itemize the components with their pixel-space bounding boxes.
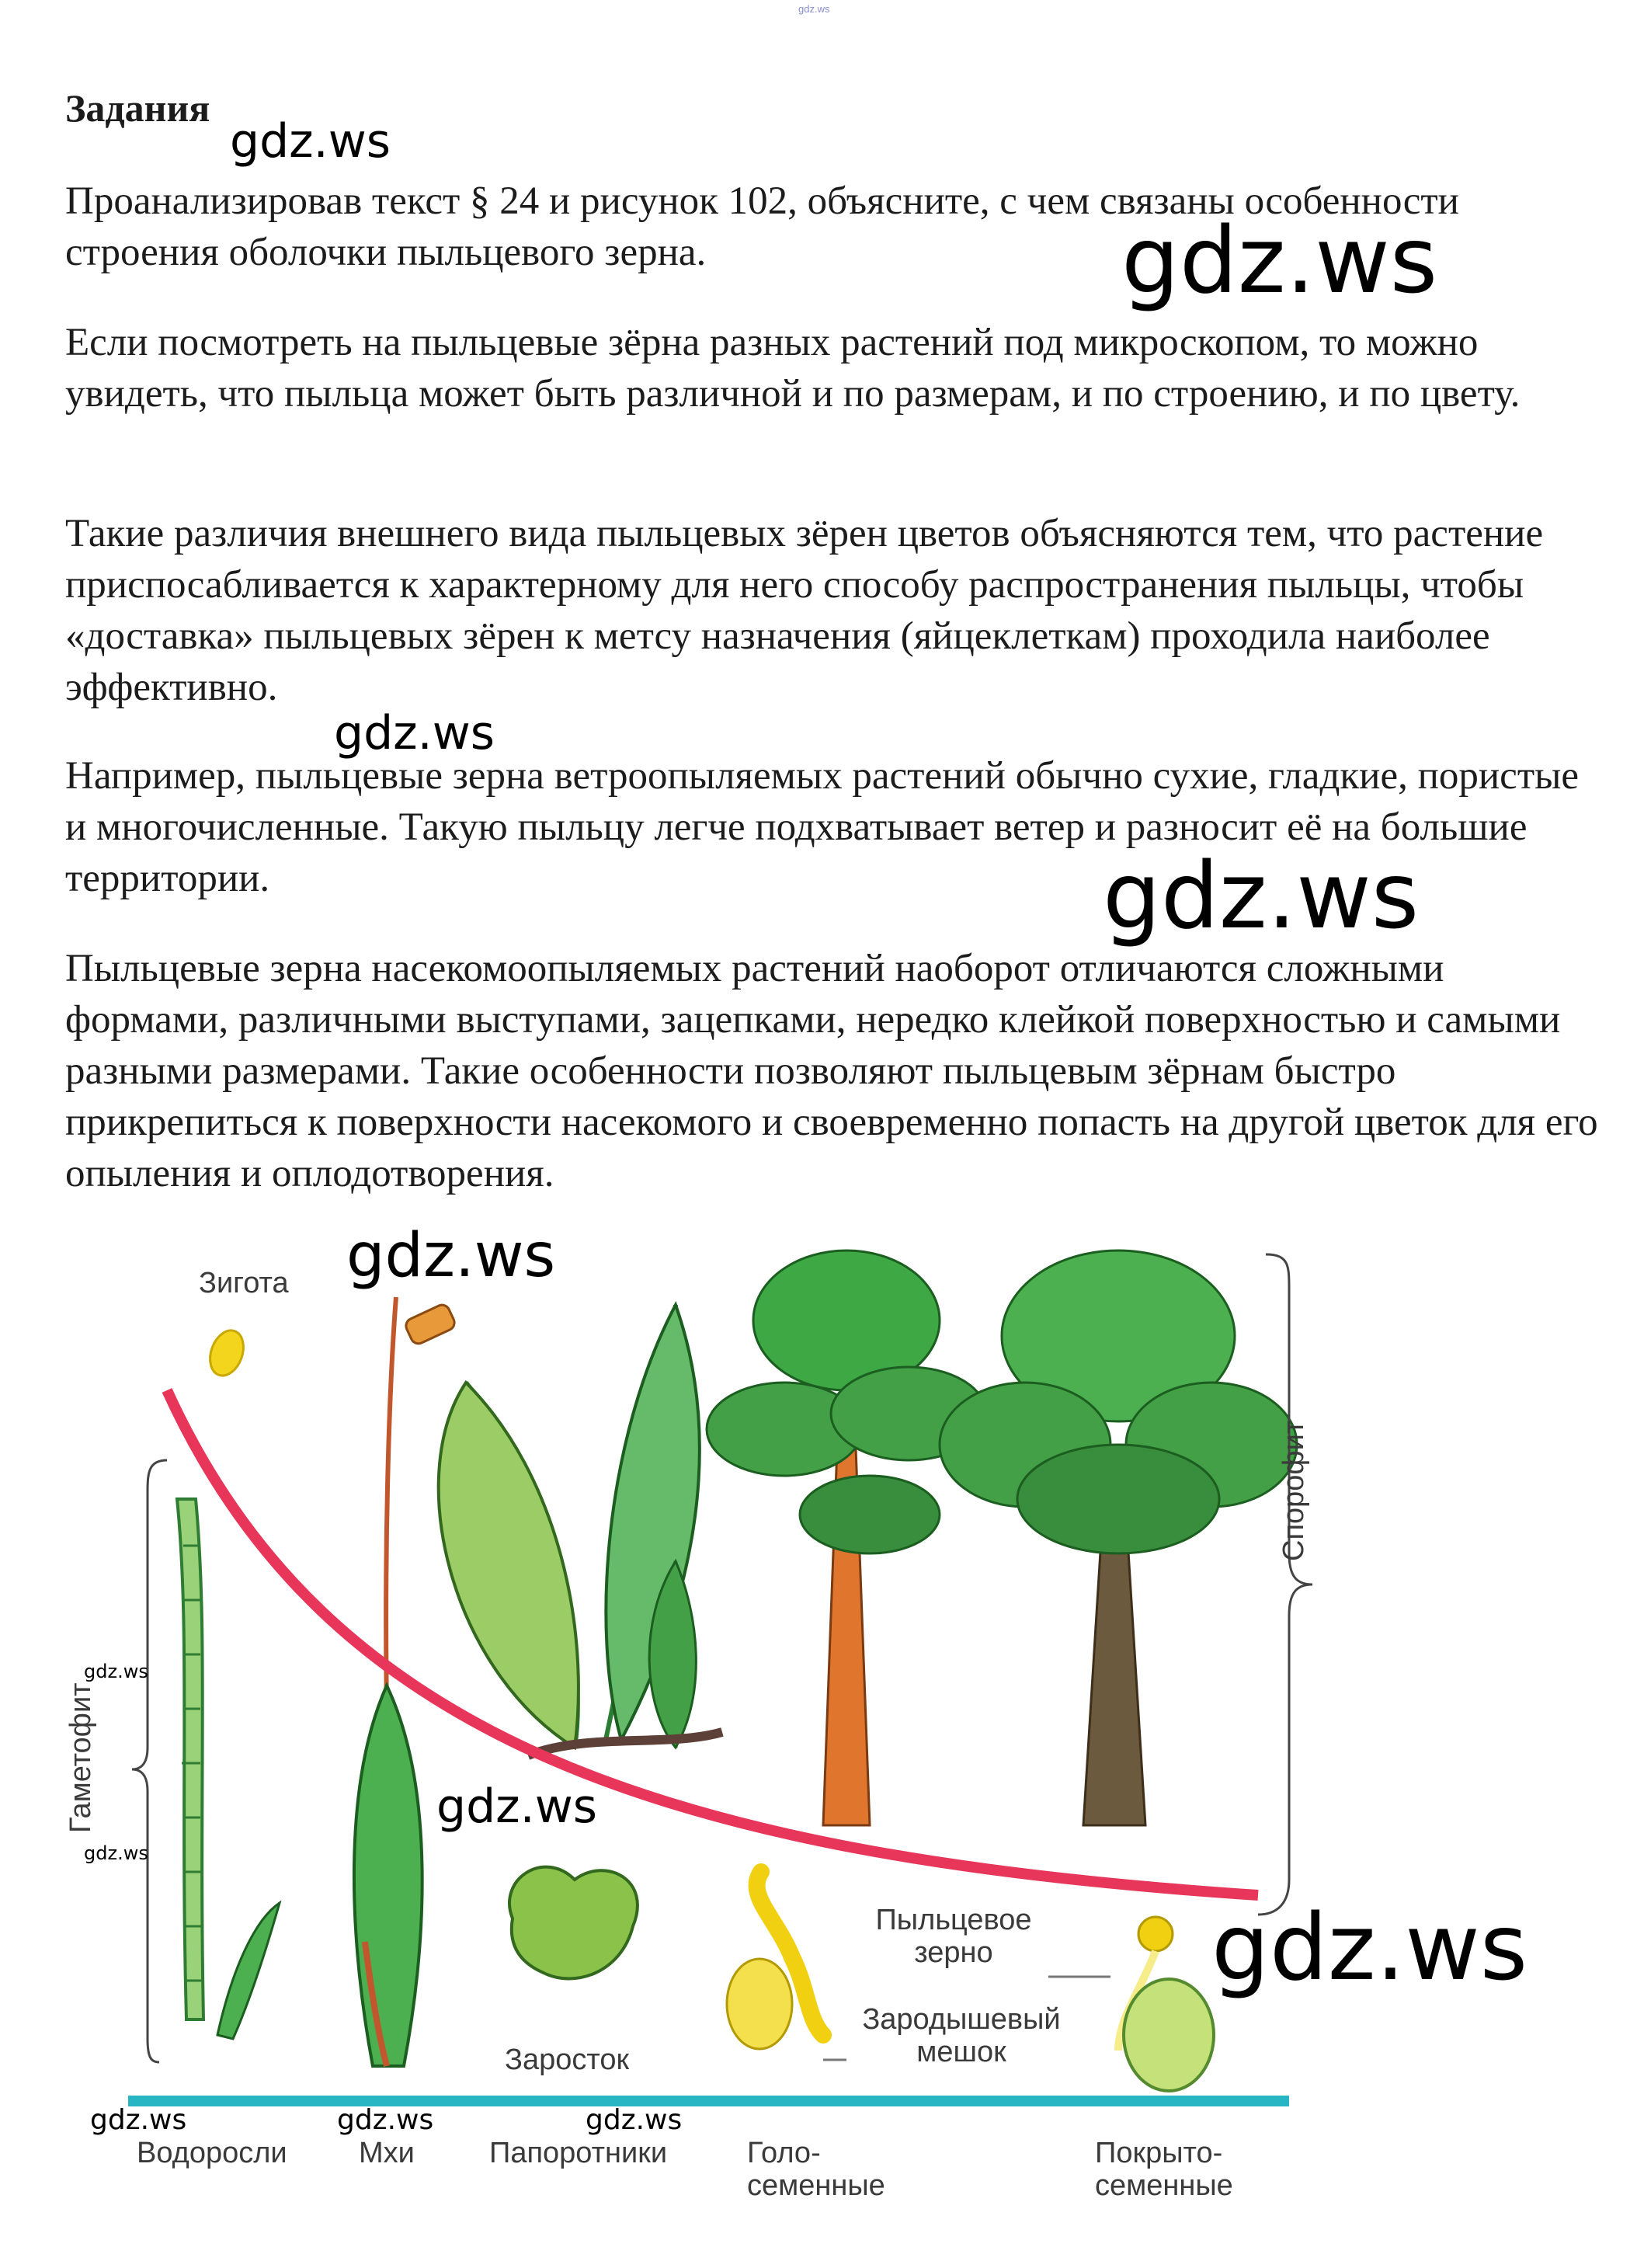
- watermark-1: gdz.ws: [230, 114, 391, 169]
- label-angiosperms: Покрыто-семенные: [1095, 2137, 1233, 2202]
- label-gymnosperms: Голо-семенные: [747, 2137, 885, 2202]
- label-gametophyte: Гаметофит: [64, 1682, 97, 1833]
- watermark-11: gdz.ws: [337, 2104, 434, 2136]
- watermark-2: gdz.ws: [1121, 207, 1438, 314]
- watermark-3: gdz.ws: [334, 706, 495, 760]
- watermark-12: gdz.ws: [586, 2104, 683, 2136]
- label-pollen-grain: Пыльцевое зерно: [875, 1904, 1032, 1969]
- watermark-4: gdz.ws: [1103, 842, 1420, 949]
- gametophyte-brace: [132, 1460, 167, 2062]
- question-text: Проанализировав текст § 24 и рисунок 102, объясните, с чем связаны особенности строения оболочки пыльцевого зерна.: [65, 179, 1459, 274]
- angiosperm-reproductive: [1118, 1917, 1214, 2091]
- label-ferns: Папоротники: [489, 2137, 668, 2169]
- answer-paragraph-1: Если посмотреть на пыльцевые зёрна разных растений под микроскопом, то можно увидеть, что пыльца может быть различной и по размерам, и по строению, и по цвету.: [65, 321, 1521, 416]
- answer-paragraph-3: Например, пыльцевые зерна ветроопыляемых растений обычно сухие, гладкие, пористые и многочисленные. Такую пыльцу легче подхватывает ветер и разносит её на большие территории.: [65, 754, 1580, 900]
- label-mosses: Мхи: [359, 2137, 415, 2169]
- label-sporophyte: Спорофит: [1277, 1420, 1310, 1561]
- pine-illustration: [707, 1251, 986, 1825]
- watermark-5: gdz.ws: [346, 1221, 556, 1291]
- watermark-10: gdz.ws: [90, 2104, 187, 2136]
- label-zygote: Зигота: [199, 1267, 289, 1299]
- watermark-8: gdz.ws: [84, 1842, 148, 1864]
- prothallus-illustration: [509, 1867, 638, 1979]
- watermark-6: gdz.ws: [84, 1661, 148, 1682]
- answer-paragraph-4: Пыльцевые зерна насекомоопыляемых растений наоборот отличаются сложными формами, различными выступами, зацепками, нередко клейкой поверхностью и самыми разными размерами. Такие особенности позволяют пыльцевым зёрнам быстро прикрепиться к поверхности насекомого и своевременно попасть на другой цветок для его опыления и оплодотворения.: [65, 947, 1598, 1195]
- watermark-9: gdz.ws: [1211, 1894, 1528, 2001]
- fern-illustration: [439, 1305, 722, 1755]
- label-prothallus: Заросток: [505, 2044, 630, 2076]
- zygote-cell: [204, 1326, 249, 1380]
- gymnosperm-reproductive: [727, 1872, 823, 2049]
- label-embryo-sac: Зародышевый мешок: [862, 2003, 1061, 2068]
- sporophyte-brace: [1258, 1254, 1312, 1915]
- oak-illustration: [940, 1251, 1297, 1825]
- top-watermark: gdz.ws: [798, 3, 830, 15]
- watermark-7: gdz.ws: [436, 1779, 598, 1834]
- answer-paragraph-2: Такие различия внешнего вида пыльцевых зёрен цветов объясняются тем, что растение приспосабливается к характерному для него способу распространения пыльцы, чтобы «доставка» пыльцевых зёрен к метсу назначения (яйцеклеткам) проходила наиболее эффективно.: [65, 512, 1544, 709]
- label-algae: Водоросли: [137, 2137, 287, 2169]
- section-heading: Задания: [65, 86, 210, 130]
- algae-illustration: [177, 1499, 280, 2039]
